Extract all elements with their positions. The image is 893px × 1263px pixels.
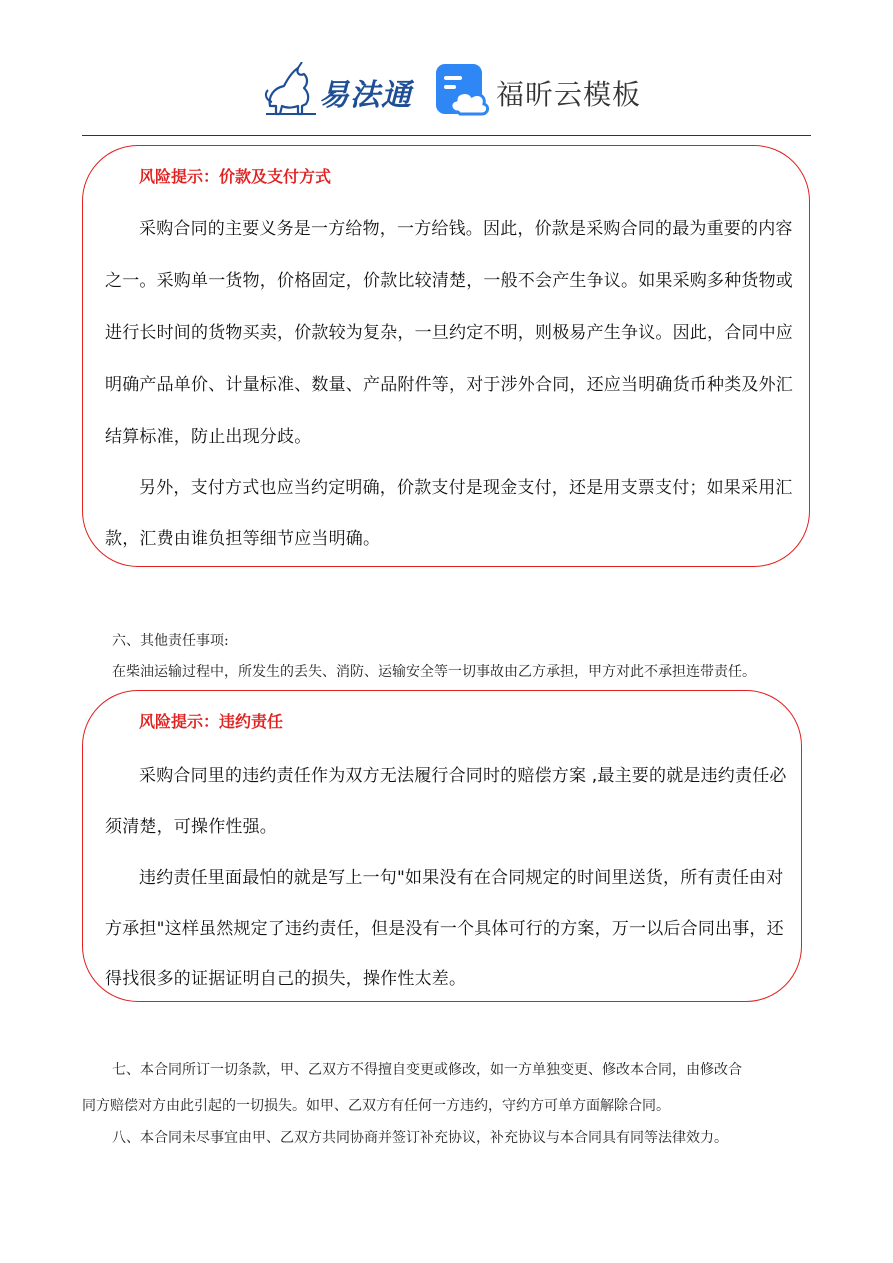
risk-notice-line: 结算标准，防止出现分歧。 [105, 427, 312, 447]
risk-notice-line: 之一。采购单一货物，价格固定，价款比较清楚，一般不会产生争议。如果采购多种货物或 [105, 271, 793, 291]
section-7-line: 七、本合同所订一切条款，甲、乙双方不得擅自变更或修改，如一方单独变更、修改本合同，由修改合 [112, 1062, 742, 1078]
risk-notice-box-price-payment [82, 145, 810, 567]
risk-notice-line: 得找很多的证据证明自己的损失，操作性太差。 [105, 969, 467, 989]
section-7-line: 同方赔偿对方由此引起的一切损失。如甲、乙双方有任何一方违约，守约方可单方面解除合同。 [82, 1098, 670, 1114]
section-6-heading: 六、其他责任事项: [112, 633, 229, 649]
foxit-cloud-template-text: 福昕云模板 [496, 78, 642, 111]
unicorn-logo-icon [262, 62, 322, 118]
foxit-cloud-template-logo [436, 64, 646, 118]
risk-notice-line: 款，汇费由谁负担等细节应当明确。 [105, 529, 381, 549]
yifatong-logo [262, 62, 422, 118]
section-6-text: 在柴油运输过程中，所发生的丢失、消防、运输安全等一切事故由乙方承担，甲方对此不承担连带责任。 [112, 664, 756, 680]
risk-notice-line: 须清楚，可操作性强。 [105, 817, 277, 837]
risk-notice-box-breach-liability [82, 690, 802, 1002]
risk-notice-title: 风险提示：违约责任 [139, 712, 284, 731]
risk-notice-line: 违约责任里面最怕的就是写上一句"如果没有在合同规定的时间里送货，所有责任由对 [139, 868, 784, 888]
risk-notice-line: 进行长时间的货物买卖，价款较为复杂，一旦约定不明，则极易产生争议。因此，合同中应 [105, 323, 793, 343]
risk-notice-line: 明确产品单价、计量标准、数量、产品附件等，对于涉外合同，还应当明确货币种类及外汇 [105, 375, 793, 395]
risk-notice-line: 采购合同里的违约责任作为双方无法履行合同时的赔偿方案 ,最主要的就是违约责任必 [139, 766, 787, 786]
cloud-document-icon [436, 64, 490, 118]
yifatong-logo-text: 易法通 [319, 78, 412, 113]
header-divider [82, 135, 811, 136]
risk-notice-line: 采购合同的主要义务是一方给物，一方给钱。因此，价款是采购合同的最为重要的内容 [139, 219, 793, 239]
page-header [0, 0, 893, 136]
risk-notice-line: 方承担"这样虽然规定了违约责任，但是没有一个具体可行的方案，万一以后合同出事，还 [105, 919, 784, 939]
section-8-text: 八、本合同未尽事宜由甲、乙双方共同协商并签订补充协议，补充协议与本合同具有同等法律效力。 [112, 1130, 728, 1146]
risk-notice-line: 另外，支付方式也应当约定明确，价款支付是现金支付，还是用支票支付；如果采用汇 [139, 478, 793, 498]
risk-notice-title: 风险提示：价款及支付方式 [139, 167, 332, 186]
